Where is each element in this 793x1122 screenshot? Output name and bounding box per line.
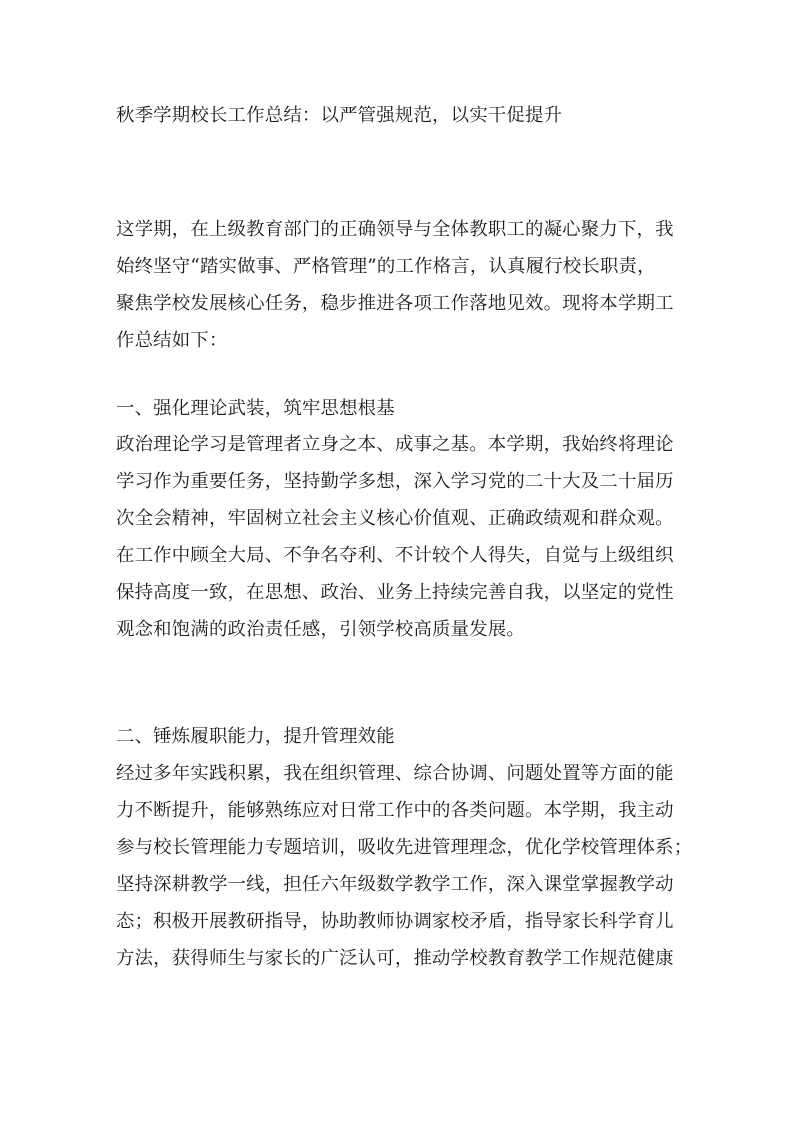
section-line: 政治理论学习是管理者立身之本、成事之基。本学期，我始终将理论 (116, 434, 674, 455)
document-title: 秋季学期校长工作总结：以严管强规范，以实干促提升 (116, 105, 563, 126)
section-line: 经过多年实践积累，我在组织管理、综合协调、问题处置等方面的能 (116, 763, 674, 784)
section-line: 参与校长管理能力专题培训，吸收先进管理理念，优化学校管理体系； (116, 837, 693, 858)
intro-line: 作总结如下： (116, 330, 228, 351)
intro-line: 始终坚守“踏实做事、严格管理”的工作格言，认真履行校长职责， (116, 256, 656, 277)
intro-line: 聚焦学校发展核心任务，稳步推进各项工作落地见效。现将本学期工 (116, 293, 674, 314)
section-line: 在工作中顾全大局、不争名夺利、不计较个人得失，自觉与上级组织 (116, 545, 674, 566)
section-line: 方法，获得师生与家长的广泛认可，推动学校教育教学工作规范健康 (116, 948, 674, 969)
section-line: 力不断提升，能够熟练应对日常工作中的各类问题。本学期，我主动 (116, 800, 674, 821)
section-line: 坚持深耕教学一线，担任六年级数学教学工作，深入课堂掌握教学动 (116, 874, 674, 895)
section-heading: 二、锤炼履职能力，提升管理效能 (116, 726, 395, 747)
section-line: 观念和饱满的政治责任感，引领学校高质量发展。 (116, 619, 525, 640)
section-line: 次全会精神，牢固树立社会主义核心价值观、正确政绩观和群众观。 (116, 508, 674, 529)
section-line: 学习作为重要任务，坚持勤学多想，深入学习党的二十大及二十届历 (116, 471, 674, 492)
section-line: 保持高度一致，在思想、政治、业务上持续完善自我，以坚定的党性 (116, 582, 674, 603)
intro-line: 这学期，在上级教育部门的正确领导与全体教职工的凝心聚力下，我 (116, 219, 674, 240)
section-heading: 一、强化理论武装，筑牢思想根基 (116, 398, 395, 419)
section-line: 态；积极开展教研指导，协助教师协调家校矛盾，指导家长科学育儿 (116, 911, 674, 932)
